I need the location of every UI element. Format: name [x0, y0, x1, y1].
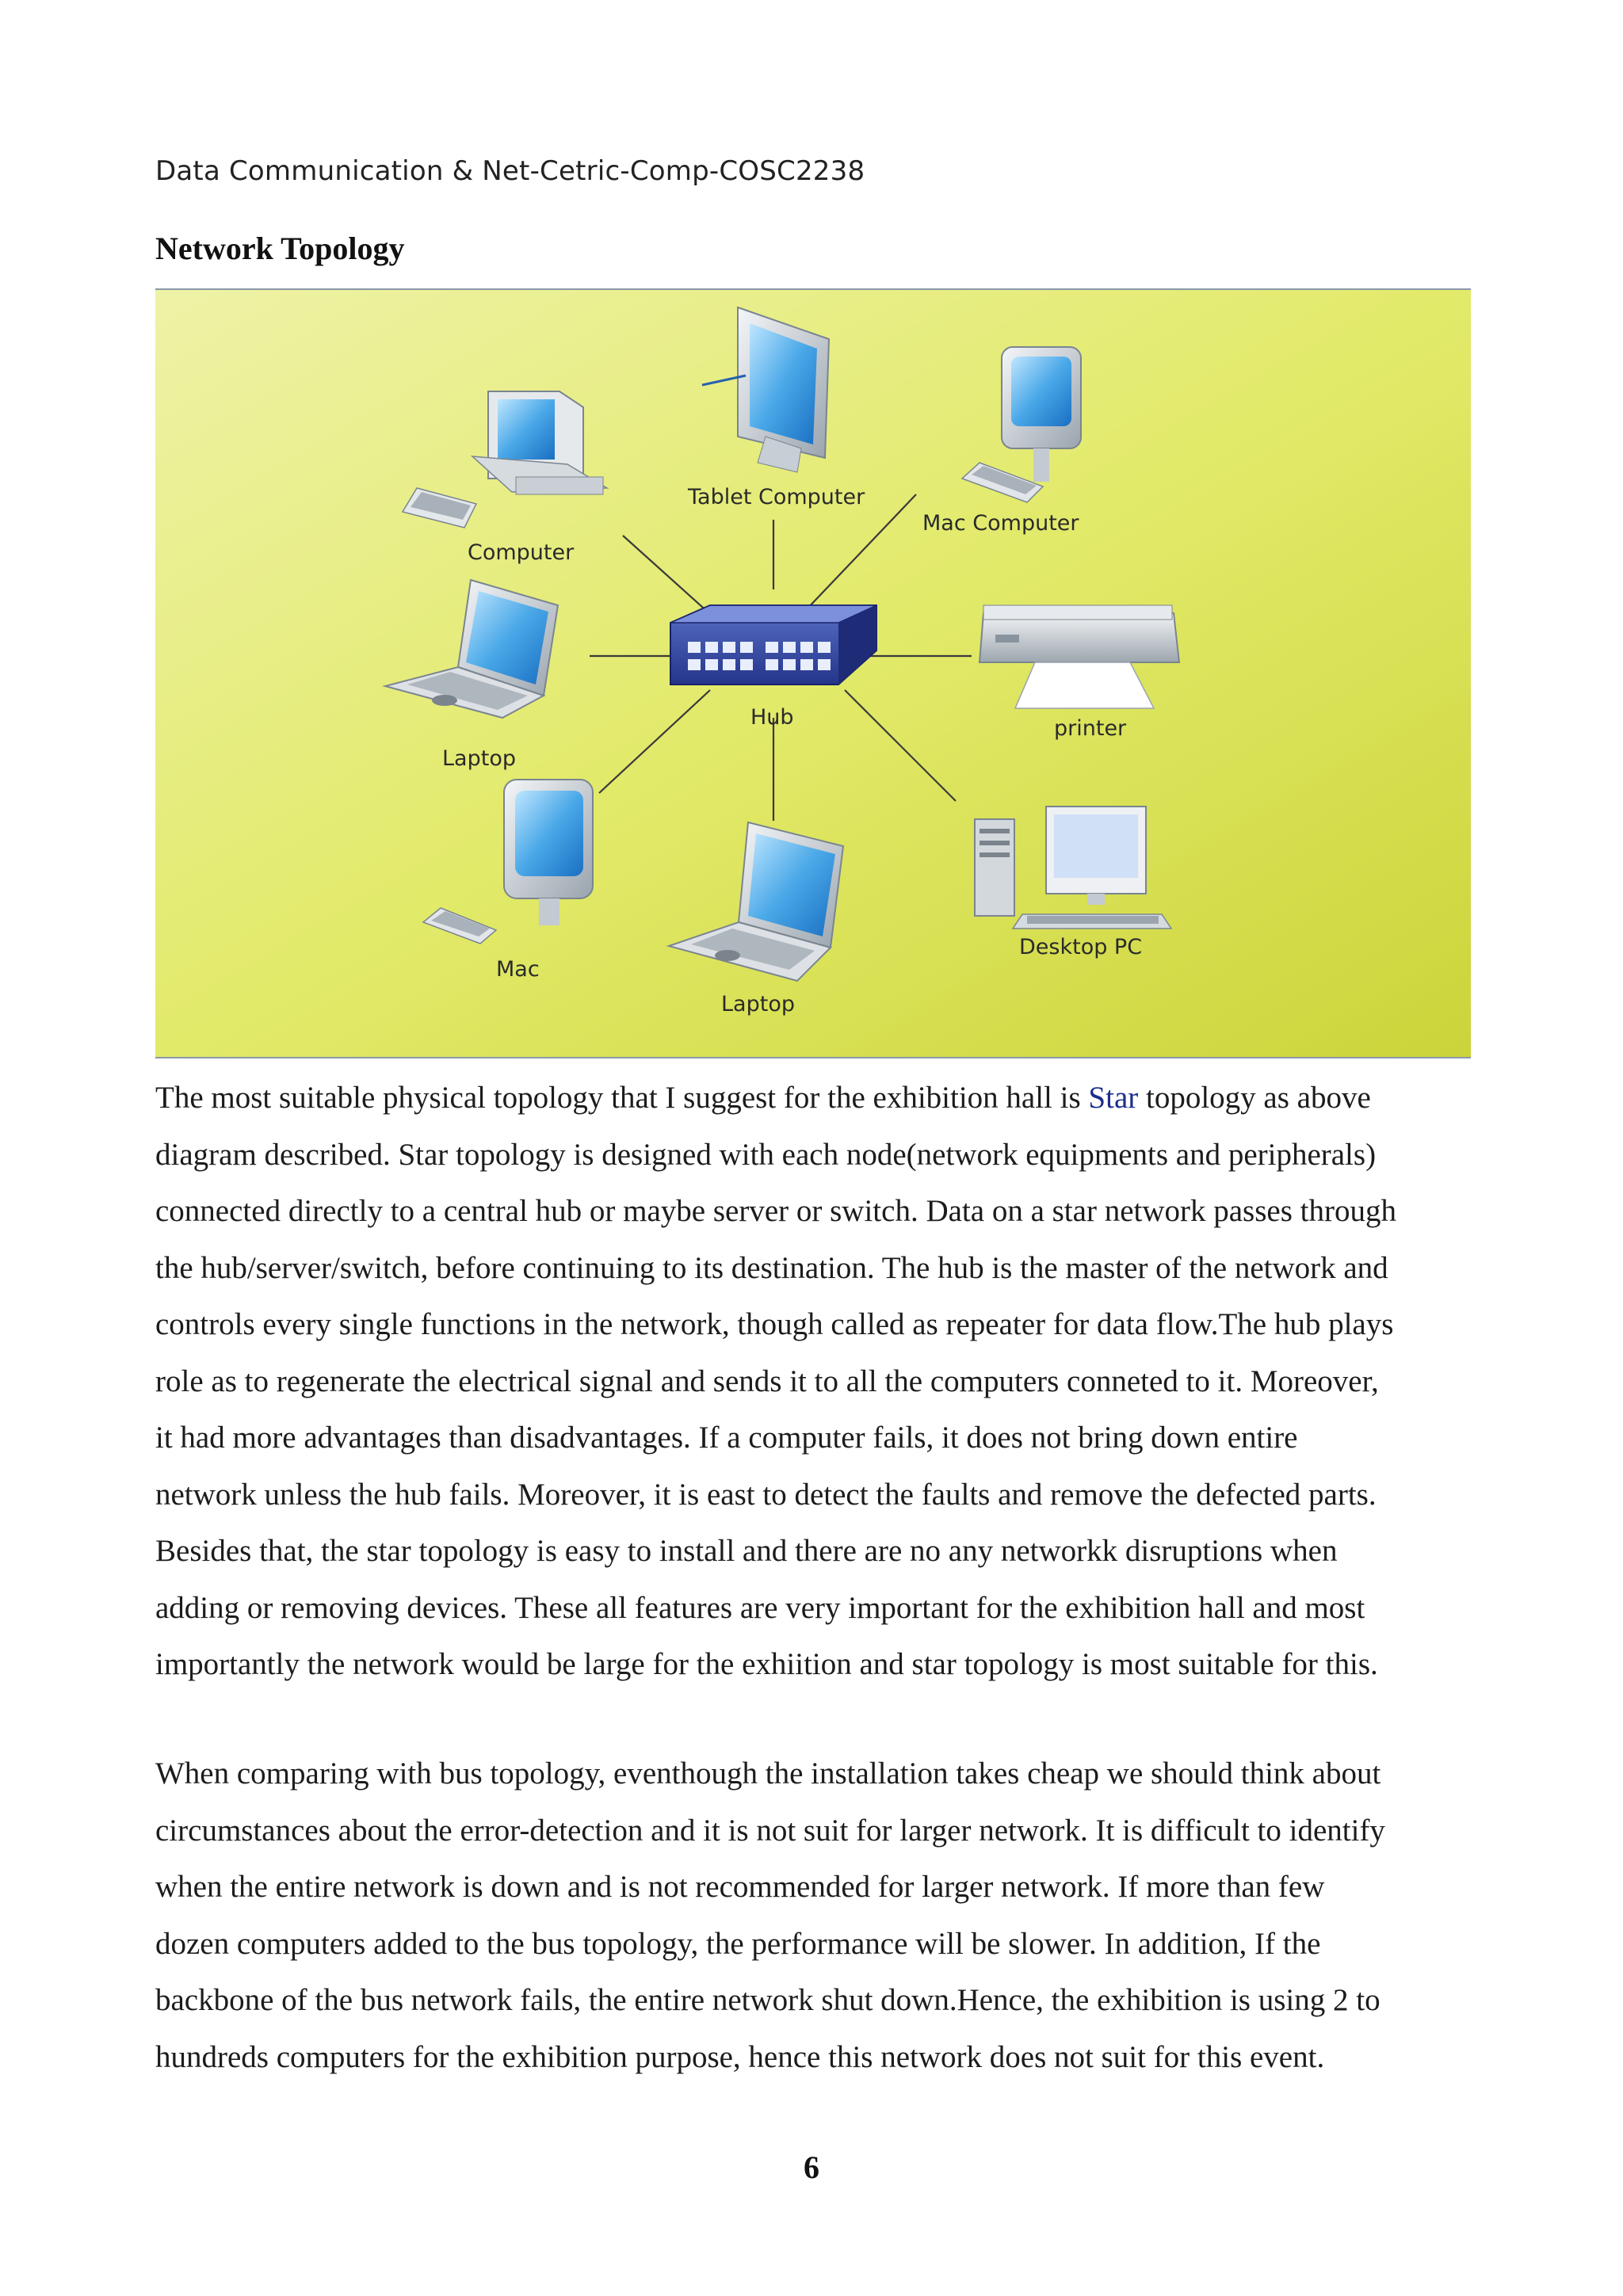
paragraph-line: controls every single functions in the network, though called as repeater for data flow.The hub plays — [155, 1307, 1394, 1341]
paragraph-star-topology — [155, 1070, 1477, 1693]
laptop-left-label: Laptop — [442, 746, 516, 771]
paragraph-line: the hub/server/switch, before continuing to its destination. The hub is the master of the network and — [155, 1250, 1388, 1285]
paragraph-line: when the entire network is down and is not recommended for larger network. If more than few — [155, 1870, 1325, 1904]
paragraph-line: importantly the network would be large for the exhiition and star topology is most suitable for this. — [155, 1647, 1378, 1681]
section-title: Network Topology — [155, 231, 405, 266]
diagram-canvas — [155, 290, 1471, 1057]
paragraph-line: connected directly to a central hub or maybe server or switch. Data on a star network passes through — [155, 1194, 1396, 1228]
page-number: 6 — [804, 2149, 819, 2185]
paragraph-line: When comparing with bus topology, eventhough the installation takes cheap we should think about — [155, 1756, 1381, 1791]
text-run: The most suitable physical topology that I suggest for the exhibition hall is — [155, 1081, 1089, 1115]
paragraph-line: role as to regenerate the electrical signal and sends it to all the computers conneted to it. Moreover, — [155, 1363, 1379, 1398]
paragraph-line: circumstances about the error-detection and it is not suit for larger network. It is difficult to identify — [155, 1813, 1385, 1848]
hub-label: Hub — [750, 705, 794, 730]
paragraph-line: Besides that, the star topology is easy to install and there are no any networkk disruptions when — [155, 1534, 1338, 1568]
paragraph-line: it had more advantages than disadvantages. If a computer fails, it does not bring down entire — [155, 1421, 1298, 1455]
running-header: Data Communication & Net-Cetric-Comp-COSC2238 — [155, 155, 865, 187]
desktop-pc-label: Desktop PC — [1019, 935, 1143, 959]
text-run: topology as above — [1138, 1081, 1371, 1115]
paragraph-line: dozen computers added to the bus topology, the performance will be slower. In addition, If the — [155, 1926, 1321, 1961]
mac-computer-label: Mac Computer — [922, 511, 1079, 536]
paragraph-line: network unless the hub fails. Moreover, it is east to detect the faults and remove the defected parts. — [155, 1477, 1377, 1512]
mac-label: Mac — [496, 957, 540, 982]
paragraph-line: adding or removing devices. These all features are very important for the exhibition hall and most — [155, 1590, 1365, 1625]
computer-label: Computer — [468, 540, 575, 565]
paragraph-line: diagram described. Star topology is designed with each node(network equipments and peripherals) — [155, 1137, 1377, 1172]
paragraph-line: backbone of the bus network fails, the entire network shut down.Hence, the exhibition is using 2 to — [155, 1983, 1381, 2017]
tablet-computer-label: Tablet Computer — [688, 485, 865, 509]
star-topology-diagram — [155, 288, 1471, 1058]
paragraph-bus-topology — [155, 1745, 1477, 2085]
printer-label: printer — [1054, 716, 1127, 741]
hub-icon — [670, 605, 876, 685]
laptop-bottom-label: Laptop — [721, 992, 795, 1016]
paragraph-line: hundreds computers for the exhibition purpose, hence this network does not suit for this event. — [155, 2039, 1325, 2074]
star-highlight: Star — [1088, 1081, 1139, 1115]
paragraph-line — [155, 1070, 1477, 1127]
